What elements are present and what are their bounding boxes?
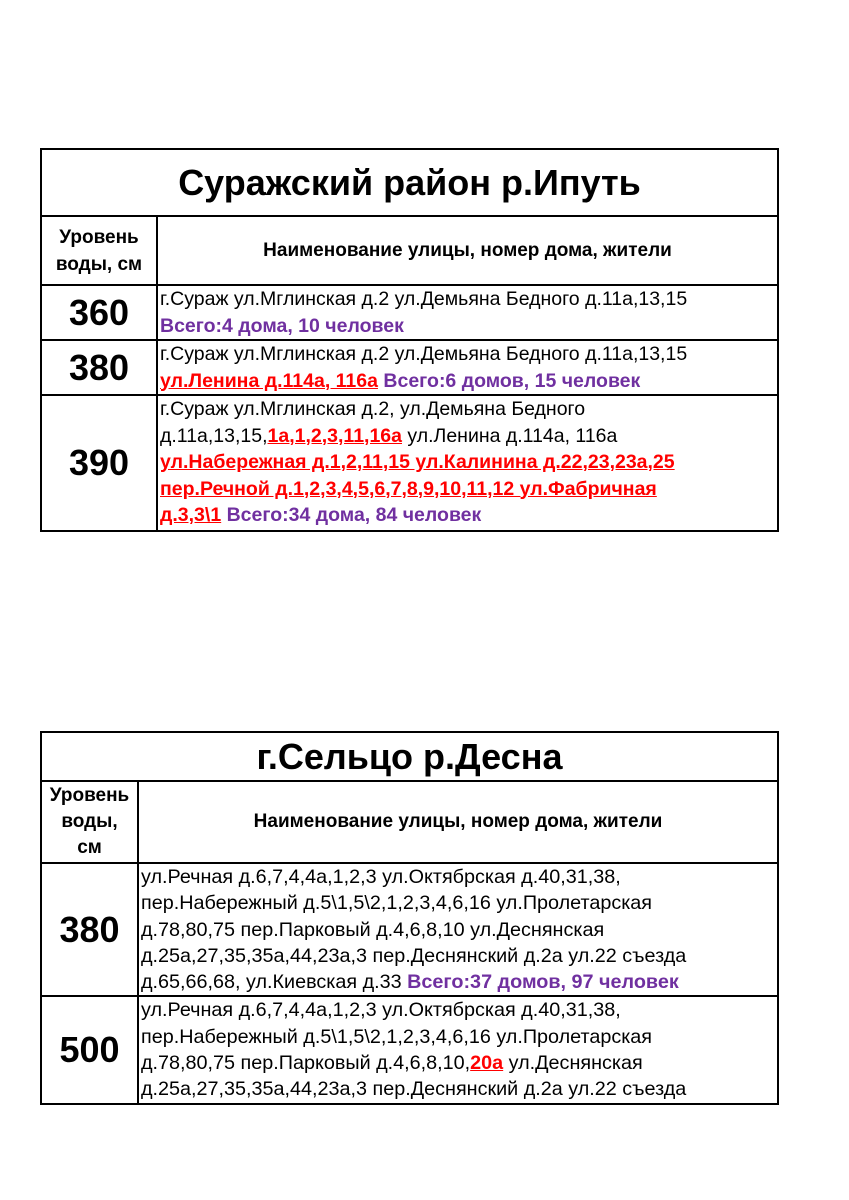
total-summary: Всего:34 дома, 84 человек — [226, 504, 482, 526]
address-text: г.Сураж ул.Мглинская д.2 ул.Демьяна Бедного д.11а,13,15 — [160, 343, 688, 365]
address-line — [160, 423, 777, 450]
address-column-header: Наименование улицы, номер дома, жители — [157, 216, 778, 285]
header-line: Уровень — [49, 785, 130, 806]
address-line — [160, 502, 777, 529]
header-line: воды, — [61, 811, 118, 832]
address-line — [160, 476, 777, 503]
header-line: воды, см — [55, 253, 143, 275]
address-line — [160, 313, 777, 340]
address-text: д.25а,27,35,35а,44,23а,3 пер.Деснянский д.2а ул.22 съезда — [141, 944, 687, 967]
address-text: пер.Набережный д.5\1,5\2,1,2,3,4,6,16 ул.Пролетарская — [141, 892, 653, 915]
address-cell — [157, 340, 778, 395]
highlighted-address: ул.Набережная д.1,2,11,15 ул.Калинина д.22,23,23а,25 — [160, 451, 675, 473]
table-row — [41, 863, 778, 996]
address-text: д.11а,13,15, — [160, 424, 268, 447]
address-column-header: Наименование улицы, номер дома, жители — [138, 781, 778, 863]
total-summary: Всего:6 домов, 15 человек — [383, 369, 641, 392]
address-line — [141, 1076, 777, 1102]
water-level-header — [41, 781, 138, 863]
address-line — [160, 449, 777, 476]
address-line — [160, 368, 777, 395]
highlighted-address: ул.Ленина д.114а, 116а — [160, 369, 378, 392]
water-level-cell: 380 — [41, 340, 157, 395]
address-cell — [138, 863, 778, 996]
water-level-cell: 390 — [41, 395, 157, 531]
highlighted-address: 1а,1,2,3,11,16а — [267, 424, 402, 447]
address-cell — [157, 285, 778, 340]
address-text: д.78,80,75 пер.Парковый д.4,6,8,10 ул.Деснянская — [141, 918, 605, 941]
highlighted-address: 20а — [470, 1052, 504, 1075]
address-line — [141, 1024, 777, 1050]
address-line — [141, 943, 777, 969]
table-title: Суражский район р.Ипуть — [41, 149, 778, 216]
water-level-cell: 360 — [41, 285, 157, 340]
address-text: ул.Речная д.6,7,4,4а,1,2,3 ул.Октябрская д.40,31,38, — [141, 999, 621, 1022]
table-row — [41, 395, 778, 531]
header-line: см — [77, 837, 102, 858]
address-line — [141, 917, 777, 943]
address-text: ул.Речная д.6,7,4,4а,1,2,3 ул.Октябрская д.40,31,38, — [141, 866, 621, 888]
address-cell — [138, 996, 778, 1103]
address-text: пер.Набережный д.5\1,5\2,1,2,3,4,6,16 ул.Пролетарская — [141, 1025, 653, 1048]
total-summary: Всего:4 дома, 10 человек — [160, 314, 404, 337]
address-text: г.Сураж ул.Мглинская д.2 ул.Демьяна Бедного д.11а,13,15 — [160, 288, 688, 310]
address-line — [160, 341, 777, 368]
seltso-flood-table — [40, 731, 779, 1105]
surazh-flood-table — [40, 148, 779, 532]
address-line — [141, 890, 777, 916]
highlighted-address: пер.Речной д.1,2,3,4,5,6,7,8,9,10,11,12 ул.Фабричная — [160, 477, 657, 500]
header-line: Уровень — [59, 226, 139, 248]
address-text: д.65,66,68, ул.Киевская д.33 — [141, 971, 408, 994]
water-level-cell: 380 — [41, 863, 138, 996]
total-summary: Всего:37 домов, 97 человек — [407, 971, 679, 994]
address-line — [141, 997, 777, 1023]
address-text: д.78,80,75 пер.Парковый д.4,6,8,10, — [141, 1052, 471, 1075]
address-text: г.Сураж ул.Мглинская д.2, ул.Демьяна Бедного — [160, 398, 586, 420]
address-line — [141, 1050, 777, 1076]
address-text: ул.Ленина д.114а, 116а — [402, 424, 618, 447]
address-line — [160, 286, 777, 313]
table-row — [41, 285, 778, 340]
address-cell — [157, 395, 778, 531]
water-level-header — [41, 216, 157, 285]
highlighted-address: д.3,3\1 — [160, 504, 222, 526]
table-row — [41, 340, 778, 395]
address-line — [141, 864, 777, 890]
address-line — [160, 396, 777, 423]
table-title: г.Сельцо р.Десна — [41, 732, 778, 781]
address-line — [141, 969, 777, 995]
water-level-cell: 500 — [41, 996, 138, 1103]
address-text: ул.Деснянская — [503, 1052, 643, 1075]
table-row — [41, 996, 778, 1103]
address-text: д.25а,27,35,35а,44,23а,3 пер.Деснянский д.2а ул.22 съезда — [141, 1078, 687, 1101]
